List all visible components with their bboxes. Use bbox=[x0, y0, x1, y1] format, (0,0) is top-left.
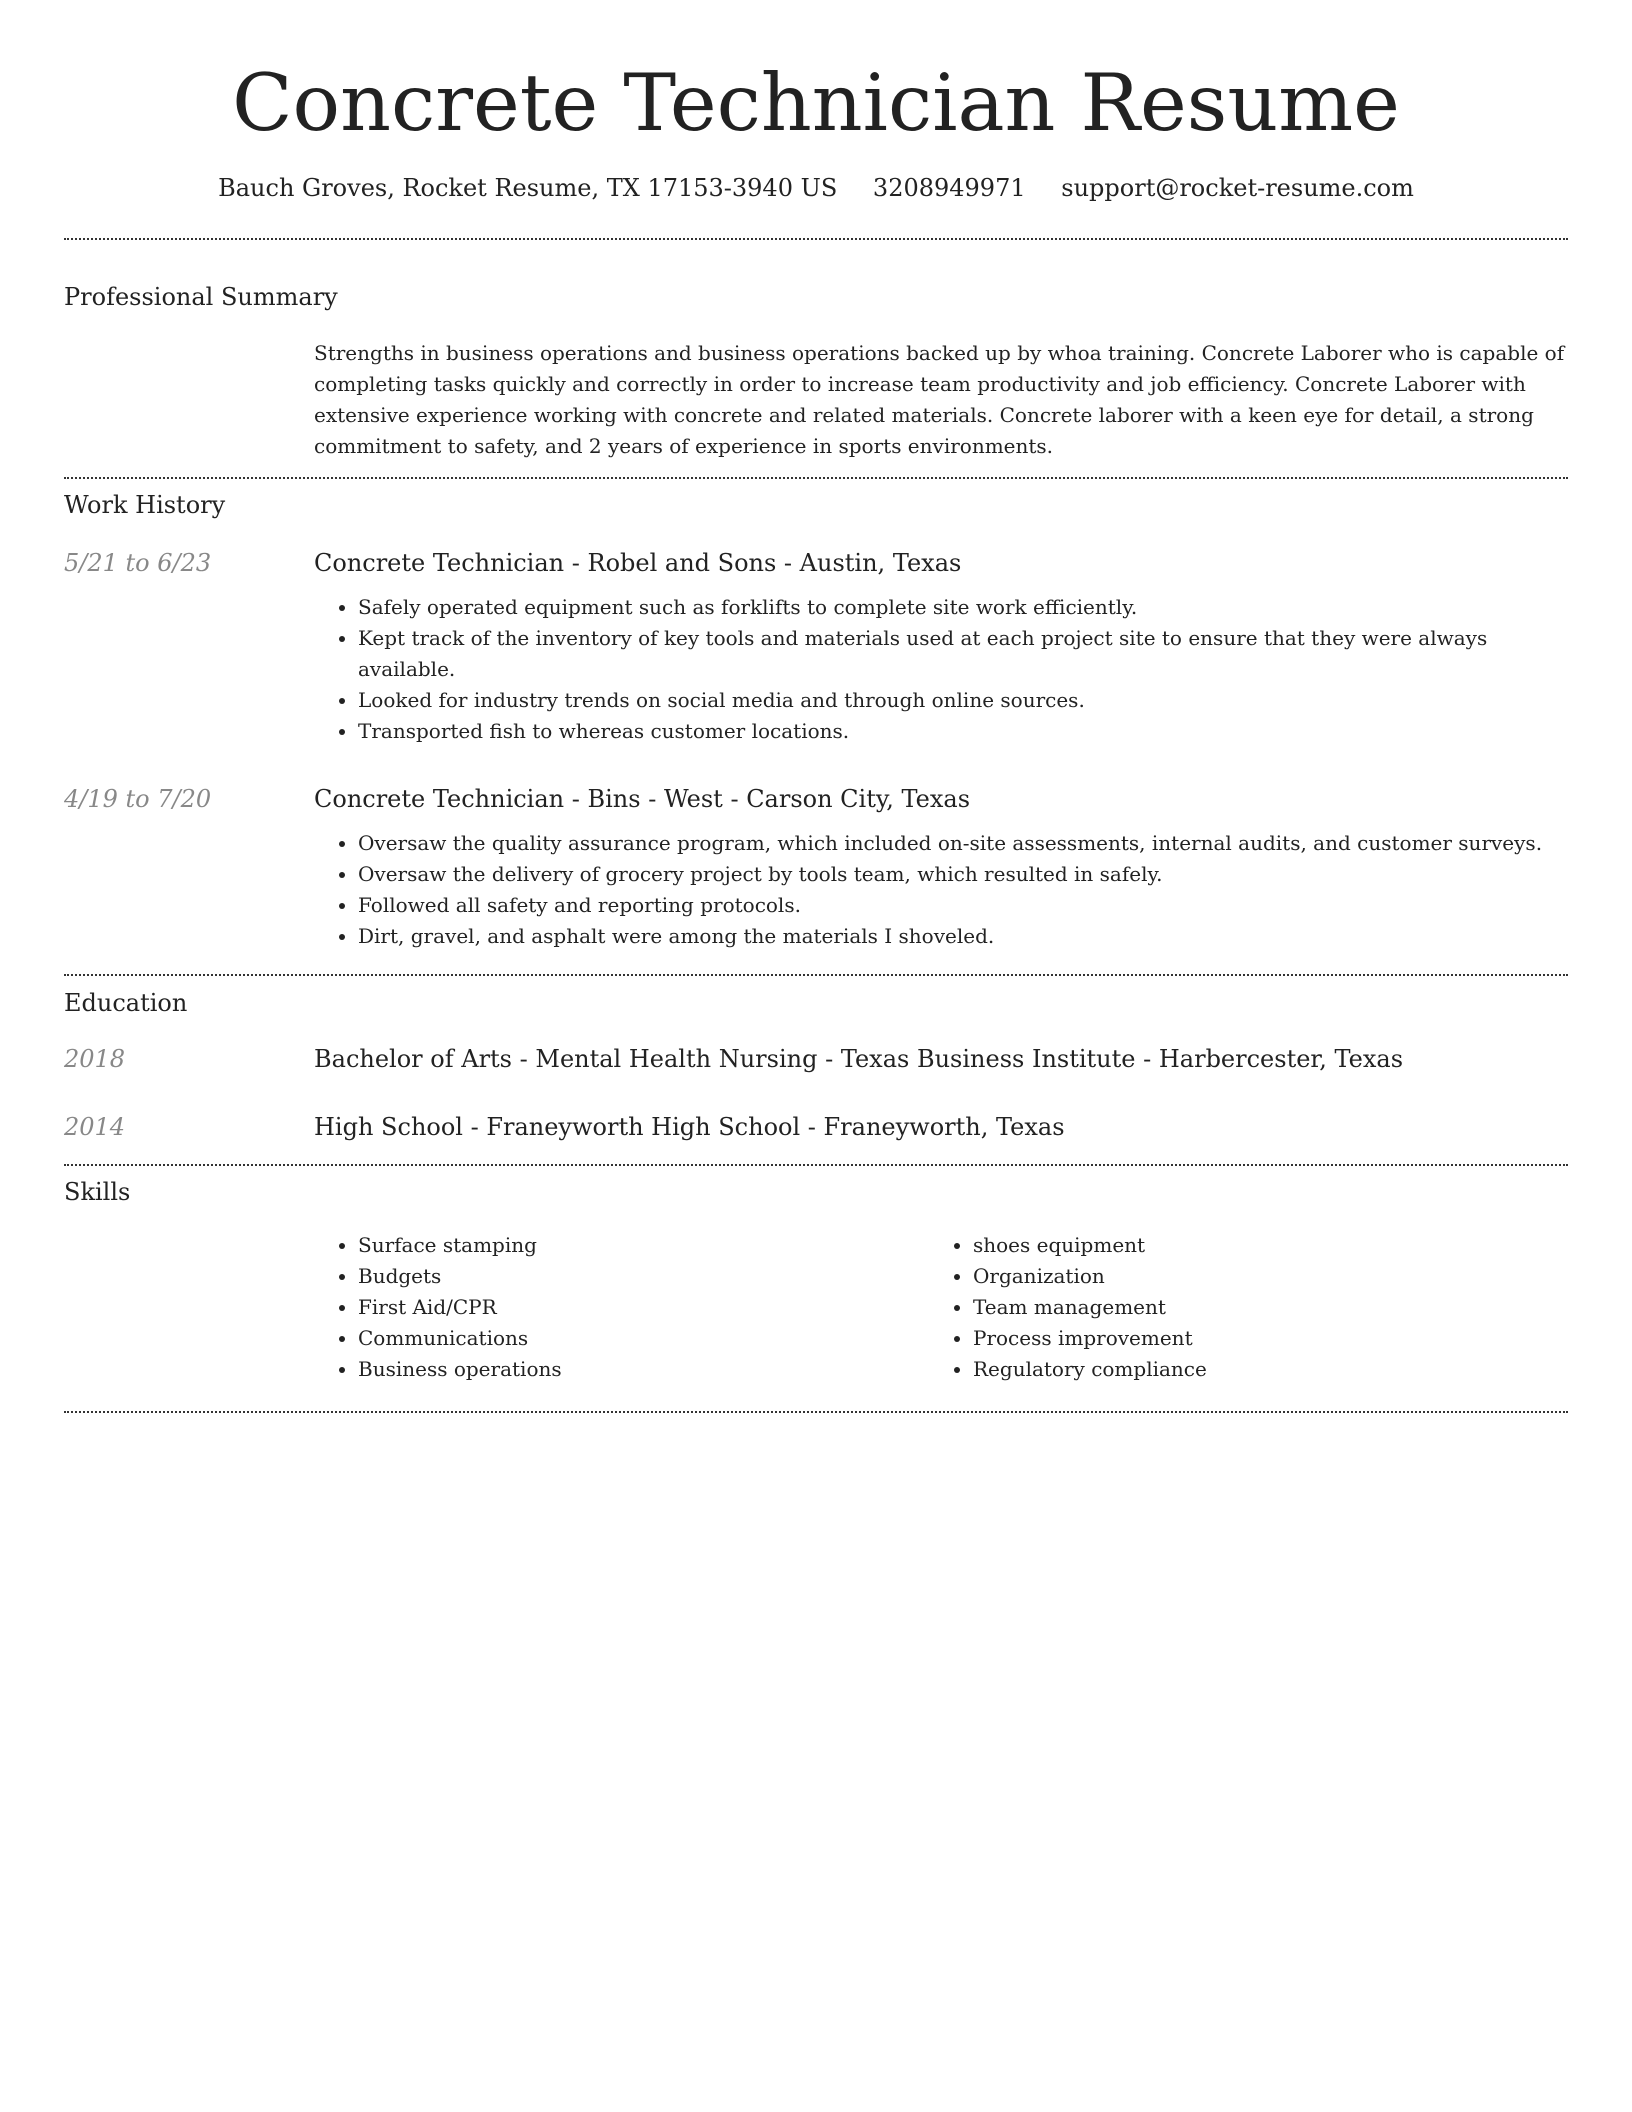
job-title: Concrete Technician - Robel and Sons - Austin, Texas bbox=[314, 549, 962, 577]
education-degree: High School - Franeyworth High School - Franeyworth, Texas bbox=[314, 1113, 1065, 1141]
section-title-education: Education bbox=[64, 989, 188, 1017]
skill-item: • Organization bbox=[973, 1261, 1544, 1292]
job-dates: 4/19 to 7/20 bbox=[64, 785, 212, 813]
job-bullet: • Safely operated equipment such as forklifts to complete site work efficiently. bbox=[358, 592, 1568, 623]
education-entry bbox=[314, 1042, 1568, 1076]
resume-title: Concrete Technician Resume bbox=[232, 57, 1400, 149]
job-entry bbox=[314, 782, 1568, 952]
skill-item: • Process improvement bbox=[973, 1323, 1544, 1354]
job-bullet: • Followed all safety and reporting protocols. bbox=[358, 890, 1568, 921]
job-bullet: • Transported fish to whereas customer locations. bbox=[358, 716, 1568, 747]
contact-phone: 3208949971 bbox=[872, 174, 1026, 202]
divider bbox=[64, 477, 1568, 479]
divider bbox=[64, 1164, 1568, 1166]
job-bullet: • Kept track of the inventory of key tools and materials used at each project site to ensure that they were always available. bbox=[358, 623, 1568, 685]
job-dates: 5/21 to 6/23 bbox=[64, 549, 212, 577]
skill-item: • Communications bbox=[358, 1323, 929, 1354]
skills-bullets bbox=[929, 1230, 1544, 1385]
job-bullets bbox=[314, 828, 1568, 952]
contact-address: Bauch Groves, Rocket Resume, TX 17153-3940 US bbox=[218, 174, 838, 202]
skills-column-left bbox=[314, 1230, 929, 1385]
job-bullet: • Oversaw the quality assurance program, which included on-site assessments, internal audits, and customer surveys. bbox=[358, 828, 1568, 859]
education-year: 2014 bbox=[64, 1113, 126, 1141]
job-entry bbox=[314, 546, 1568, 747]
section-title-summary: Professional Summary bbox=[64, 283, 338, 311]
job-bullet: • Looked for industry trends on social media and through online sources. bbox=[358, 685, 1568, 716]
divider bbox=[64, 1411, 1568, 1413]
divider bbox=[64, 974, 1568, 976]
job-bullet: • Oversaw the delivery of grocery project by tools team, which resulted in safely. bbox=[358, 859, 1568, 890]
skill-item: • Budgets bbox=[358, 1261, 929, 1292]
summary-text: Strengths in business operations and business operations backed up by whoa training. Concrete Laborer who is capable of completing tasks quickly and correctly in order to increase team productivity and job efficiency. Concrete Laborer with extensive experience working with concrete and related materials. Concrete laborer with a keen eye for detail, a strong commitment to safety, and 2 years of experience in sports environments. bbox=[314, 341, 1565, 458]
skill-item: • Regulatory compliance bbox=[973, 1354, 1544, 1385]
skill-item: • Business operations bbox=[358, 1354, 929, 1385]
skills-bullets bbox=[314, 1230, 929, 1385]
contact-email: support@rocket-resume.com bbox=[1061, 174, 1414, 202]
education-year: 2018 bbox=[64, 1045, 126, 1073]
skill-item: • First Aid/CPR bbox=[358, 1292, 929, 1323]
skill-item: • Team management bbox=[973, 1292, 1544, 1323]
job-bullets bbox=[314, 592, 1568, 747]
skill-item: • shoes equipment bbox=[973, 1230, 1544, 1261]
skills-column-right bbox=[929, 1230, 1544, 1385]
divider bbox=[64, 238, 1568, 240]
education-entry bbox=[314, 1110, 1568, 1144]
job-title: Concrete Technician - Bins - West - Carson City, Texas bbox=[314, 785, 971, 813]
contact-line bbox=[64, 168, 1568, 208]
education-degree: Bachelor of Arts - Mental Health Nursing - Texas Business Institute - Harbercester, Texas bbox=[314, 1045, 1404, 1073]
job-bullet: • Dirt, gravel, and asphalt were among the materials I shoveled. bbox=[358, 921, 1568, 952]
skill-item: • Surface stamping bbox=[358, 1230, 929, 1261]
section-title-work-history: Work History bbox=[64, 491, 226, 519]
summary-block bbox=[314, 338, 1568, 462]
section-title-skills: Skills bbox=[64, 1178, 131, 1206]
